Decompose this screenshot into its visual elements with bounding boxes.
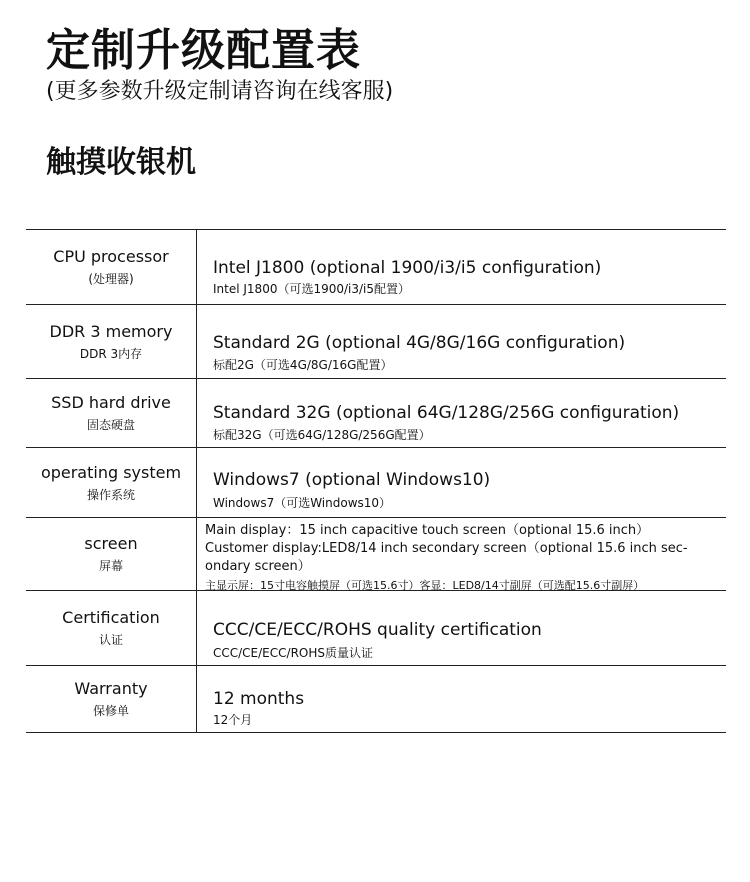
- row-value-zh: 12个月: [213, 713, 253, 727]
- row-name-zh: 认证: [98, 633, 123, 647]
- row-name-zh: 屏幕: [98, 559, 123, 573]
- row-name-en: screen: [84, 534, 138, 553]
- table-row: [26, 448, 726, 518]
- row-value-en: 12 months: [213, 689, 305, 709]
- row-name-en: DDR 3 memory: [49, 321, 173, 341]
- table-row: [26, 666, 726, 733]
- product-name: 触摸收银机: [46, 145, 196, 180]
- spec-table: [26, 229, 726, 733]
- row-value-en: Intel J1800 (optional 1900/i3/i5 configuration): [213, 258, 602, 278]
- row-value-cell: [197, 591, 726, 665]
- row-value-cell: [197, 666, 726, 732]
- row-value-cell: [197, 518, 726, 590]
- screen-line-2: Customer display:LED8/14 inch secondary screen（optional 15.6 inch sec-: [205, 541, 688, 556]
- row-value-en: Standard 32G (optional 64G/128G/256G configuration): [213, 403, 680, 423]
- row-label-cell: [26, 666, 197, 732]
- row-name-en: CPU processor: [53, 247, 169, 266]
- table-row: [26, 379, 726, 448]
- row-name-zh: 操作系统: [86, 487, 135, 502]
- row-name-en: Warranty: [74, 679, 148, 698]
- row-value-en: Windows7 (optional Windows10): [213, 470, 491, 490]
- table-row: [26, 230, 726, 305]
- row-label-cell: [26, 448, 197, 517]
- table-row: [26, 518, 726, 591]
- screen-value-lines: [205, 522, 718, 595]
- row-value-zh: Intel J1800（可选1900/i3/i5配置）: [213, 282, 411, 296]
- row-label-cell: [26, 518, 197, 590]
- row-label-cell: [26, 591, 197, 665]
- table-row: [26, 591, 726, 666]
- row-value-zh: 标配32G（可选64G/128G/256G配置）: [213, 428, 431, 442]
- row-value-cell: [197, 230, 726, 304]
- row-label-cell: [26, 379, 197, 447]
- row-value-zh: 主显示屏：15寸电容触摸屏（可选15.6寸）客显：LED8/14寸副屏（可选配15.6寸副屏）: [205, 579, 645, 592]
- row-value-zh: Windows7（可选Windows10）: [213, 496, 392, 510]
- row-value-cell: [197, 305, 726, 378]
- row-name-zh: 固态硬盘: [86, 418, 135, 432]
- row-name-en: Certification: [62, 608, 160, 627]
- row-name-zh: (处理器): [88, 272, 134, 286]
- row-name-en: operating system: [40, 462, 182, 482]
- row-value-cell: [197, 379, 726, 447]
- row-label-cell: [26, 305, 197, 378]
- table-row: [26, 305, 726, 379]
- row-label-cell: [26, 230, 197, 304]
- row-name-zh: 保修单: [92, 704, 129, 718]
- row-name-zh: DDR 3内存: [79, 346, 143, 361]
- screen-line-1: Main display：15 inch capacitive touch screen（optional 15.6 inch）: [205, 523, 650, 538]
- row-value-cell: [197, 448, 726, 517]
- row-value-en: CCC/CE/ECC/ROHS quality certification: [213, 620, 542, 640]
- page-title: 定制升级配置表: [46, 25, 361, 76]
- screen-line-3: ondary screen）: [205, 559, 311, 574]
- row-value-en: Standard 2G (optional 4G/8G/16G configuration): [213, 333, 626, 353]
- row-value-zh: 标配2G（可选4G/8G/16G配置）: [213, 358, 393, 372]
- row-value-zh: CCC/CE/ECC/ROHS质量认证: [213, 646, 373, 660]
- row-name-en: SSD hard drive: [51, 393, 171, 412]
- page-subtitle: (更多参数升级定制请咨询在线客服): [46, 79, 394, 104]
